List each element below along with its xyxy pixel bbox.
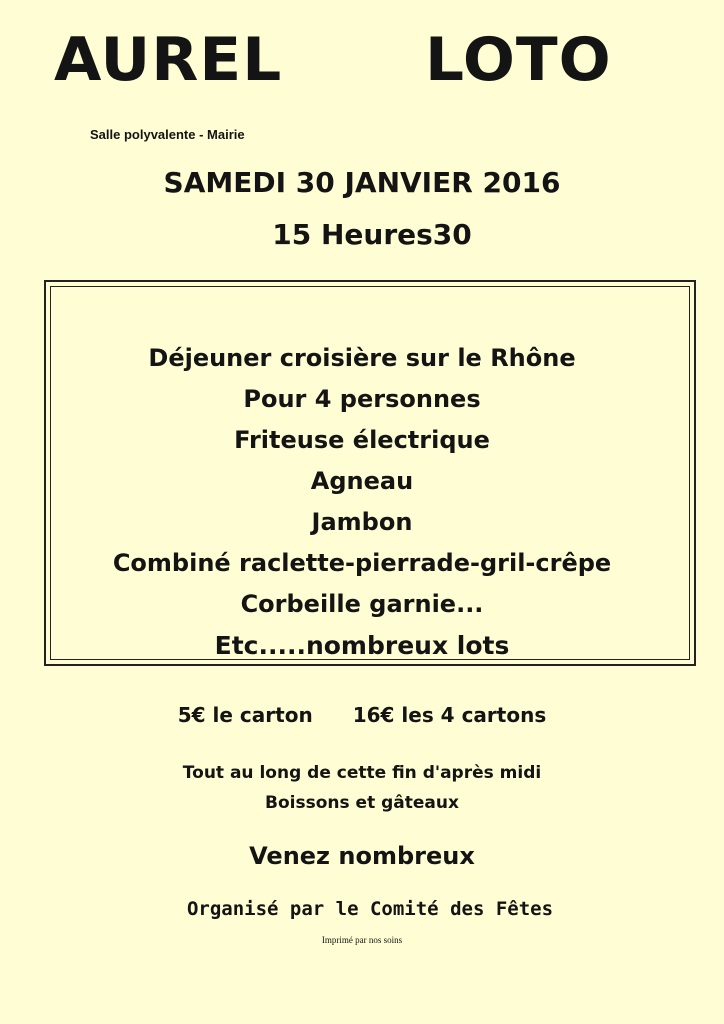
title-loto: LOTO [425,25,612,95]
prize-item: Corbeille garnie... [240,590,484,618]
venue-label: Salle polyvalente - Mairie [90,127,245,142]
prize-item-more: Etc.....nombreux lots [214,631,510,660]
pricing-line [0,703,724,727]
info-line-2: Boissons et gâteaux [265,793,459,813]
event-time: 15 Heures30 [272,218,472,251]
price-single: 5€ le carton [177,703,313,727]
welcome-text: Venez nombreux [249,842,475,870]
price-bundle: 16€ les 4 cartons [352,703,547,727]
organizer-text: Organisé par le Comité des Fêtes [186,898,554,920]
event-date: SAMEDI 30 JANVIER 2016 [163,166,561,199]
prize-item: Friteuse électrique [234,426,490,454]
prize-item: Jambon [311,508,413,536]
info-line-1: Tout au long de cette fin d'après midi [182,763,542,783]
prize-item: Combiné raclette-pierrade-gril-crêpe [112,549,612,577]
printed-note: Imprimé par nos soins [321,935,403,945]
prize-item: Agneau [310,467,414,495]
prize-item: Déjeuner croisière sur le Rhône [148,344,576,372]
prize-item: Pour 4 personnes [243,385,481,413]
prize-list [0,338,724,666]
title-aurel: AUREL [54,25,283,95]
